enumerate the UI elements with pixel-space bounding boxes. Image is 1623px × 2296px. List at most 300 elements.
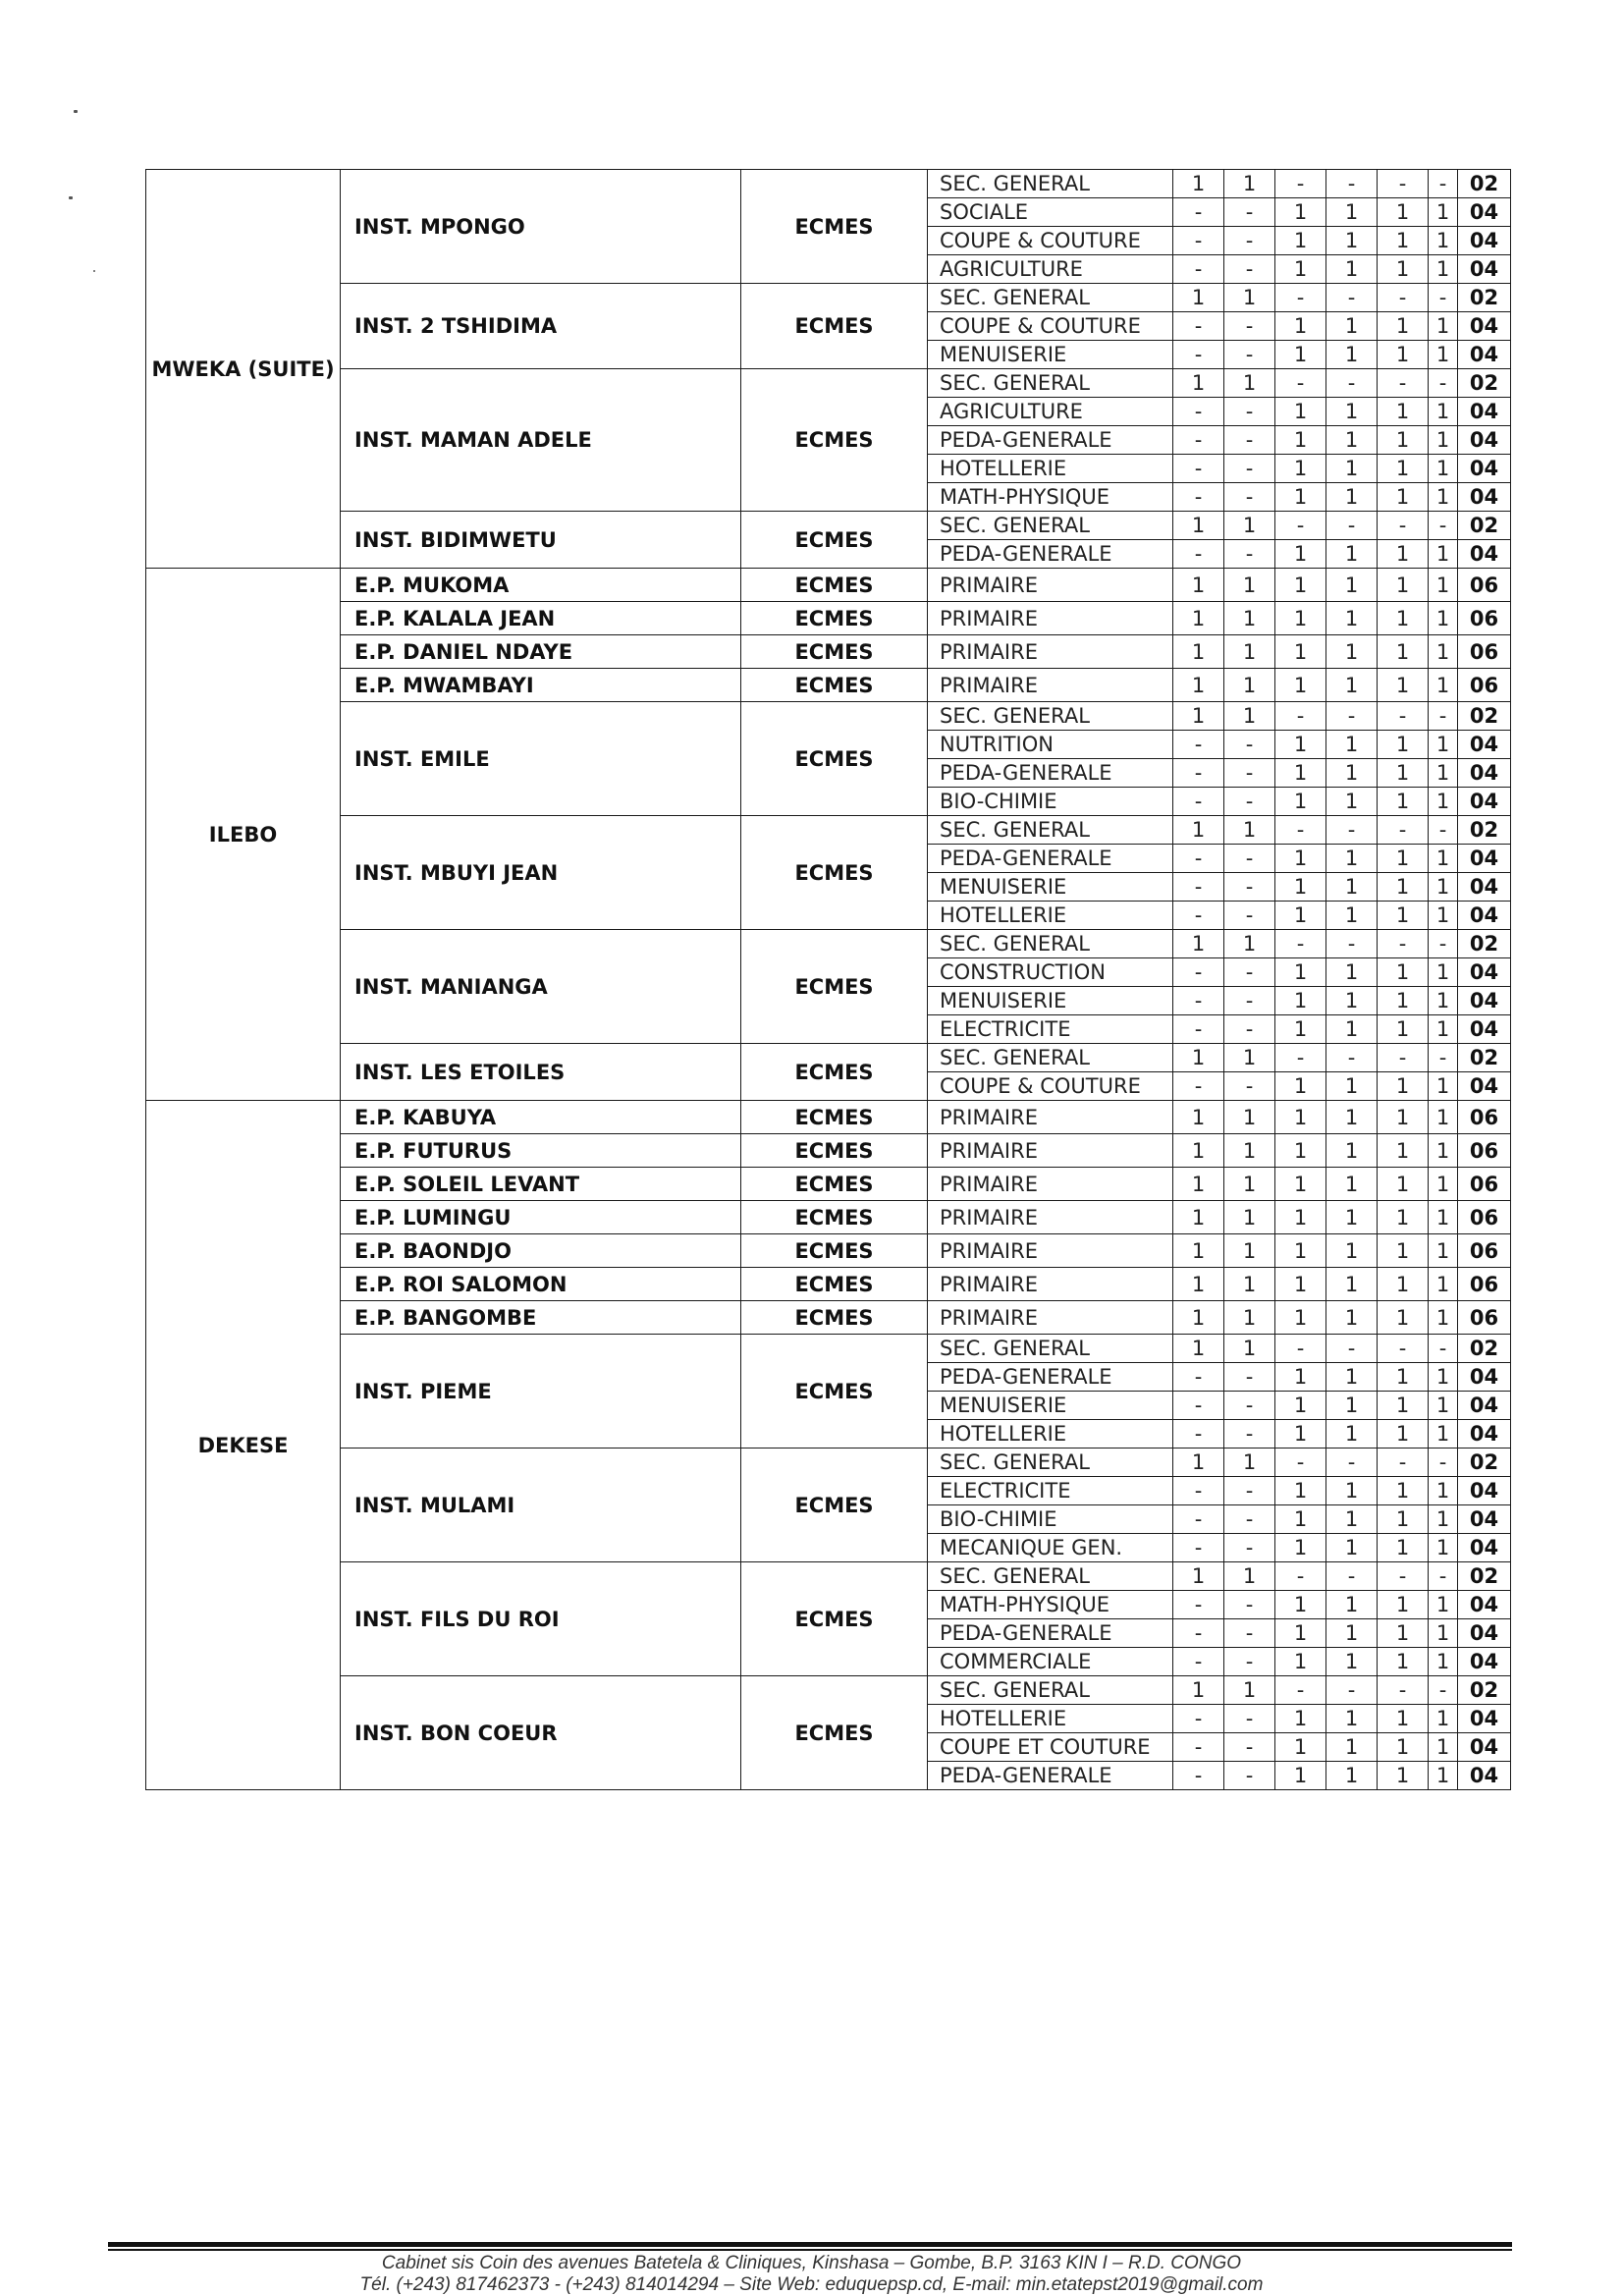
class-count-cell: 1 bbox=[1275, 958, 1326, 987]
district-cell: ILEBO bbox=[146, 569, 341, 1101]
network-cell: ECMES bbox=[741, 816, 928, 930]
table-row bbox=[146, 1134, 1511, 1168]
class-count-cell: 1 bbox=[1429, 635, 1458, 669]
class-count-cell: 1 bbox=[1429, 1015, 1458, 1044]
class-count-cell: 1 bbox=[1326, 1301, 1378, 1335]
network-cell: ECMES bbox=[741, 635, 928, 669]
class-count-cell: - bbox=[1378, 702, 1429, 731]
class-count-cell: 1 bbox=[1326, 987, 1378, 1015]
option-cell: PRIMAIRE bbox=[928, 1134, 1173, 1168]
option-cell: PRIMAIRE bbox=[928, 1268, 1173, 1301]
option-cell: PRIMAIRE bbox=[928, 1301, 1173, 1335]
class-count-cell: 1 bbox=[1429, 1268, 1458, 1301]
class-count-cell: 1 bbox=[1378, 483, 1429, 512]
class-count-cell: - bbox=[1173, 1648, 1224, 1676]
class-count-cell: - bbox=[1224, 788, 1275, 816]
class-count-cell: - bbox=[1378, 369, 1429, 398]
class-count-cell: 1 bbox=[1326, 873, 1378, 902]
class-count-cell: 1 bbox=[1429, 987, 1458, 1015]
total-cell: 04 bbox=[1458, 1534, 1511, 1562]
class-count-cell: 1 bbox=[1429, 1648, 1458, 1676]
total-cell: 04 bbox=[1458, 1505, 1511, 1534]
network-cell: ECMES bbox=[741, 602, 928, 635]
total-cell: 02 bbox=[1458, 284, 1511, 312]
class-count-cell: 1 bbox=[1275, 483, 1326, 512]
class-count-cell: - bbox=[1173, 255, 1224, 284]
class-count-cell: 1 bbox=[1326, 483, 1378, 512]
class-count-cell: 1 bbox=[1224, 635, 1275, 669]
class-count-cell: - bbox=[1173, 845, 1224, 873]
option-cell: SOCIALE bbox=[928, 198, 1173, 227]
class-count-cell: 1 bbox=[1429, 1591, 1458, 1619]
class-count-cell: 1 bbox=[1224, 284, 1275, 312]
class-count-cell: - bbox=[1224, 759, 1275, 788]
class-count-cell: 1 bbox=[1429, 1420, 1458, 1449]
total-cell: 04 bbox=[1458, 1733, 1511, 1762]
class-count-cell: 1 bbox=[1173, 1234, 1224, 1268]
option-cell: SEC. GENERAL bbox=[928, 512, 1173, 540]
total-cell: 04 bbox=[1458, 255, 1511, 284]
class-count-cell: 1 bbox=[1173, 635, 1224, 669]
class-count-cell: 1 bbox=[1429, 1134, 1458, 1168]
school-name-cell: INST. BIDIMWETU bbox=[341, 512, 741, 569]
option-cell: AGRICULTURE bbox=[928, 255, 1173, 284]
table-row bbox=[146, 635, 1511, 669]
class-count-cell: 1 bbox=[1275, 1301, 1326, 1335]
class-count-cell: - bbox=[1378, 1676, 1429, 1705]
total-cell: 04 bbox=[1458, 731, 1511, 759]
option-cell: PEDA-GENERALE bbox=[928, 1619, 1173, 1648]
school-name-cell: INST. BON COEUR bbox=[341, 1676, 741, 1790]
class-count-cell: 1 bbox=[1429, 1168, 1458, 1201]
class-count-cell: 1 bbox=[1275, 669, 1326, 702]
class-count-cell: 1 bbox=[1275, 312, 1326, 341]
class-count-cell: 1 bbox=[1326, 1392, 1378, 1420]
total-cell: 04 bbox=[1458, 1420, 1511, 1449]
class-count-cell: 1 bbox=[1275, 255, 1326, 284]
class-count-cell: - bbox=[1224, 873, 1275, 902]
total-cell: 04 bbox=[1458, 426, 1511, 455]
class-count-cell: 1 bbox=[1378, 669, 1429, 702]
total-cell: 06 bbox=[1458, 1301, 1511, 1335]
class-count-cell: - bbox=[1378, 1562, 1429, 1591]
footer-rule-thick bbox=[108, 2242, 1512, 2247]
total-cell: 06 bbox=[1458, 1168, 1511, 1201]
option-cell: HOTELLERIE bbox=[928, 1420, 1173, 1449]
class-count-cell: - bbox=[1173, 1392, 1224, 1420]
class-count-cell: 1 bbox=[1173, 284, 1224, 312]
option-cell: CONSTRUCTION bbox=[928, 958, 1173, 987]
class-count-cell: 1 bbox=[1275, 540, 1326, 569]
class-count-cell: - bbox=[1378, 930, 1429, 958]
footer-rule-thin bbox=[108, 2249, 1512, 2251]
class-count-cell: - bbox=[1173, 227, 1224, 255]
class-count-cell: - bbox=[1224, 255, 1275, 284]
class-count-cell: - bbox=[1173, 1420, 1224, 1449]
class-count-cell: - bbox=[1224, 987, 1275, 1015]
class-count-cell: 1 bbox=[1326, 1619, 1378, 1648]
class-count-cell: - bbox=[1275, 170, 1326, 198]
class-count-cell: 1 bbox=[1429, 1101, 1458, 1134]
class-count-cell: 1 bbox=[1224, 702, 1275, 731]
total-cell: 04 bbox=[1458, 788, 1511, 816]
network-cell: ECMES bbox=[741, 1268, 928, 1301]
class-count-cell: - bbox=[1173, 398, 1224, 426]
class-count-cell: 1 bbox=[1429, 1301, 1458, 1335]
total-cell: 04 bbox=[1458, 759, 1511, 788]
table-row bbox=[146, 1234, 1511, 1268]
class-count-cell: 1 bbox=[1429, 1762, 1458, 1790]
class-count-cell: - bbox=[1173, 759, 1224, 788]
network-cell: ECMES bbox=[741, 1449, 928, 1562]
class-count-cell: 1 bbox=[1275, 902, 1326, 930]
class-count-cell: 1 bbox=[1224, 1676, 1275, 1705]
option-cell: MATH-PHYSIQUE bbox=[928, 483, 1173, 512]
class-count-cell: 1 bbox=[1429, 227, 1458, 255]
total-cell: 04 bbox=[1458, 455, 1511, 483]
class-count-cell: - bbox=[1378, 816, 1429, 845]
class-count-cell: - bbox=[1224, 1591, 1275, 1619]
class-count-cell: 1 bbox=[1378, 227, 1429, 255]
school-name-cell: INST. EMILE bbox=[341, 702, 741, 816]
option-cell: PRIMAIRE bbox=[928, 1168, 1173, 1201]
class-count-cell: 1 bbox=[1275, 1392, 1326, 1420]
network-cell: ECMES bbox=[741, 669, 928, 702]
table-row bbox=[146, 602, 1511, 635]
total-cell: 06 bbox=[1458, 602, 1511, 635]
class-count-cell: 1 bbox=[1224, 1201, 1275, 1234]
class-count-cell: 1 bbox=[1378, 1591, 1429, 1619]
class-count-cell: 1 bbox=[1378, 1301, 1429, 1335]
table-row bbox=[146, 170, 1511, 198]
option-cell: ELECTRICITE bbox=[928, 1015, 1173, 1044]
class-count-cell: 1 bbox=[1173, 930, 1224, 958]
class-count-cell: 1 bbox=[1275, 845, 1326, 873]
class-count-cell: 1 bbox=[1326, 1134, 1378, 1168]
option-cell: PEDA-GENERALE bbox=[928, 1762, 1173, 1790]
class-count-cell: - bbox=[1173, 1072, 1224, 1101]
class-count-cell: - bbox=[1173, 540, 1224, 569]
class-count-cell: - bbox=[1224, 1072, 1275, 1101]
class-count-cell: 1 bbox=[1429, 669, 1458, 702]
class-count-cell: 1 bbox=[1275, 1420, 1326, 1449]
school-name-cell: INST. FILS DU ROI bbox=[341, 1562, 741, 1676]
class-count-cell: 1 bbox=[1173, 669, 1224, 702]
option-cell: PEDA-GENERALE bbox=[928, 1363, 1173, 1392]
class-count-cell: 1 bbox=[1326, 1505, 1378, 1534]
option-cell: COUPE & COUTURE bbox=[928, 1072, 1173, 1101]
class-count-cell: 1 bbox=[1326, 1101, 1378, 1134]
network-cell: ECMES bbox=[741, 284, 928, 369]
total-cell: 04 bbox=[1458, 341, 1511, 369]
class-count-cell: 1 bbox=[1173, 1301, 1224, 1335]
class-count-cell: - bbox=[1326, 816, 1378, 845]
option-cell: PEDA-GENERALE bbox=[928, 540, 1173, 569]
class-count-cell: 1 bbox=[1275, 1648, 1326, 1676]
option-cell: SEC. GENERAL bbox=[928, 1335, 1173, 1363]
class-count-cell: - bbox=[1224, 426, 1275, 455]
option-cell: COUPE & COUTURE bbox=[928, 227, 1173, 255]
schools-table-body bbox=[146, 170, 1511, 1790]
class-count-cell: - bbox=[1326, 1562, 1378, 1591]
class-count-cell: - bbox=[1224, 1705, 1275, 1733]
class-count-cell: - bbox=[1378, 1335, 1429, 1363]
class-count-cell: 1 bbox=[1378, 312, 1429, 341]
table-row bbox=[146, 1101, 1511, 1134]
total-cell: 02 bbox=[1458, 702, 1511, 731]
total-cell: 04 bbox=[1458, 902, 1511, 930]
class-count-cell: 1 bbox=[1326, 1420, 1378, 1449]
network-cell: ECMES bbox=[741, 512, 928, 569]
total-cell: 02 bbox=[1458, 369, 1511, 398]
option-cell: AGRICULTURE bbox=[928, 398, 1173, 426]
class-count-cell: 1 bbox=[1173, 1449, 1224, 1477]
class-count-cell: 1 bbox=[1378, 1101, 1429, 1134]
class-count-cell: - bbox=[1224, 902, 1275, 930]
network-cell: ECMES bbox=[741, 1201, 928, 1234]
class-count-cell: 1 bbox=[1173, 1201, 1224, 1234]
network-cell: ECMES bbox=[741, 1101, 928, 1134]
class-count-cell: 1 bbox=[1275, 1705, 1326, 1733]
total-cell: 02 bbox=[1458, 170, 1511, 198]
option-cell: HOTELLERIE bbox=[928, 902, 1173, 930]
school-name-cell: INST. MULAMI bbox=[341, 1449, 741, 1562]
class-count-cell: - bbox=[1224, 312, 1275, 341]
class-count-cell: 1 bbox=[1378, 540, 1429, 569]
class-count-cell: 1 bbox=[1275, 227, 1326, 255]
class-count-cell: 1 bbox=[1224, 1044, 1275, 1072]
class-count-cell: 1 bbox=[1378, 1201, 1429, 1234]
class-count-cell: - bbox=[1275, 816, 1326, 845]
class-count-cell: 1 bbox=[1429, 1363, 1458, 1392]
class-count-cell: - bbox=[1173, 1505, 1224, 1534]
class-count-cell: - bbox=[1275, 930, 1326, 958]
class-count-cell: 1 bbox=[1378, 635, 1429, 669]
class-count-cell: - bbox=[1173, 455, 1224, 483]
class-count-cell: - bbox=[1224, 455, 1275, 483]
total-cell: 04 bbox=[1458, 312, 1511, 341]
class-count-cell: - bbox=[1173, 1534, 1224, 1562]
class-count-cell: - bbox=[1224, 1505, 1275, 1534]
class-count-cell: 1 bbox=[1326, 1268, 1378, 1301]
school-name-cell: E.P. SOLEIL LEVANT bbox=[341, 1168, 741, 1201]
school-name-cell: E.P. DANIEL NDAYE bbox=[341, 635, 741, 669]
class-count-cell: 1 bbox=[1378, 1733, 1429, 1762]
class-count-cell: 1 bbox=[1326, 455, 1378, 483]
class-count-cell: 1 bbox=[1429, 426, 1458, 455]
class-count-cell: 1 bbox=[1173, 170, 1224, 198]
class-count-cell: 1 bbox=[1275, 987, 1326, 1015]
footer-address: Cabinet sis Coin des avenues Batetela & Cliniques, Kinshasa – Gombe, B.P. 3163 KIN I – R.D. CONGO bbox=[381, 2253, 1242, 2273]
class-count-cell: 1 bbox=[1275, 1234, 1326, 1268]
class-count-cell: - bbox=[1275, 512, 1326, 540]
class-count-cell: 1 bbox=[1224, 602, 1275, 635]
class-count-cell: 1 bbox=[1378, 1619, 1429, 1648]
class-count-cell: 1 bbox=[1275, 731, 1326, 759]
option-cell: PRIMAIRE bbox=[928, 569, 1173, 602]
class-count-cell: 1 bbox=[1173, 369, 1224, 398]
network-cell: ECMES bbox=[741, 1134, 928, 1168]
class-count-cell: 1 bbox=[1173, 1044, 1224, 1072]
table-row bbox=[146, 1268, 1511, 1301]
class-count-cell: - bbox=[1224, 1648, 1275, 1676]
total-cell: 02 bbox=[1458, 1676, 1511, 1705]
total-cell: 04 bbox=[1458, 483, 1511, 512]
option-cell: SEC. GENERAL bbox=[928, 1676, 1173, 1705]
class-count-cell: 1 bbox=[1429, 1534, 1458, 1562]
table-row bbox=[146, 669, 1511, 702]
option-cell: MATH-PHYSIQUE bbox=[928, 1591, 1173, 1619]
class-count-cell: 1 bbox=[1173, 602, 1224, 635]
class-count-cell: 1 bbox=[1378, 255, 1429, 284]
school-name-cell: INST. MAMAN ADELE bbox=[341, 369, 741, 512]
class-count-cell: 1 bbox=[1275, 1363, 1326, 1392]
class-count-cell: 1 bbox=[1224, 1168, 1275, 1201]
network-cell: ECMES bbox=[741, 702, 928, 816]
class-count-cell: - bbox=[1173, 788, 1224, 816]
class-count-cell: 1 bbox=[1378, 1015, 1429, 1044]
table-row bbox=[146, 1335, 1511, 1363]
class-count-cell: - bbox=[1378, 1449, 1429, 1477]
option-cell: BIO-CHIMIE bbox=[928, 788, 1173, 816]
class-count-cell: 1 bbox=[1173, 512, 1224, 540]
class-count-cell: 1 bbox=[1429, 1733, 1458, 1762]
total-cell: 06 bbox=[1458, 635, 1511, 669]
school-name-cell: INST. 2 TSHIDIMA bbox=[341, 284, 741, 369]
total-cell: 04 bbox=[1458, 1072, 1511, 1101]
class-count-cell: 1 bbox=[1378, 198, 1429, 227]
class-count-cell: 1 bbox=[1429, 1392, 1458, 1420]
class-count-cell: - bbox=[1173, 731, 1224, 759]
class-count-cell: - bbox=[1173, 873, 1224, 902]
class-count-cell: 1 bbox=[1378, 1363, 1429, 1392]
total-cell: 04 bbox=[1458, 1762, 1511, 1790]
class-count-cell: 1 bbox=[1429, 845, 1458, 873]
total-cell: 02 bbox=[1458, 1044, 1511, 1072]
total-cell: 02 bbox=[1458, 816, 1511, 845]
total-cell: 06 bbox=[1458, 1234, 1511, 1268]
class-count-cell: 1 bbox=[1429, 569, 1458, 602]
total-cell: 02 bbox=[1458, 930, 1511, 958]
table-row bbox=[146, 816, 1511, 845]
class-count-cell: - bbox=[1173, 1477, 1224, 1505]
class-count-cell: 1 bbox=[1429, 958, 1458, 987]
option-cell: PRIMAIRE bbox=[928, 669, 1173, 702]
class-count-cell: 1 bbox=[1429, 788, 1458, 816]
class-count-cell: 1 bbox=[1378, 1420, 1429, 1449]
class-count-cell: 1 bbox=[1429, 1072, 1458, 1101]
class-count-cell: 1 bbox=[1326, 1363, 1378, 1392]
margin-mark bbox=[74, 110, 78, 113]
class-count-cell: 1 bbox=[1224, 1449, 1275, 1477]
class-count-cell: 1 bbox=[1429, 759, 1458, 788]
class-count-cell: 1 bbox=[1275, 1101, 1326, 1134]
table-row bbox=[146, 1201, 1511, 1234]
class-count-cell: - bbox=[1224, 1477, 1275, 1505]
class-count-cell: - bbox=[1173, 958, 1224, 987]
table-row bbox=[146, 1449, 1511, 1477]
total-cell: 04 bbox=[1458, 1363, 1511, 1392]
class-count-cell: - bbox=[1173, 1762, 1224, 1790]
class-count-cell: - bbox=[1378, 170, 1429, 198]
class-count-cell: 1 bbox=[1275, 1619, 1326, 1648]
total-cell: 04 bbox=[1458, 958, 1511, 987]
class-count-cell: 1 bbox=[1378, 873, 1429, 902]
network-cell: ECMES bbox=[741, 1234, 928, 1268]
class-count-cell: 1 bbox=[1378, 1477, 1429, 1505]
class-count-cell: 1 bbox=[1378, 845, 1429, 873]
class-count-cell: - bbox=[1275, 284, 1326, 312]
class-count-cell: 1 bbox=[1326, 1072, 1378, 1101]
option-cell: MENUISERIE bbox=[928, 873, 1173, 902]
school-name-cell: E.P. KALALA JEAN bbox=[341, 602, 741, 635]
class-count-cell: 1 bbox=[1326, 540, 1378, 569]
class-count-cell: - bbox=[1224, 1619, 1275, 1648]
class-count-cell: 1 bbox=[1275, 1762, 1326, 1790]
class-count-cell: 1 bbox=[1326, 1762, 1378, 1790]
class-count-cell: 1 bbox=[1326, 1477, 1378, 1505]
class-count-cell: 1 bbox=[1275, 1534, 1326, 1562]
total-cell: 04 bbox=[1458, 540, 1511, 569]
district-cell: DEKESE bbox=[146, 1101, 341, 1790]
total-cell: 04 bbox=[1458, 1591, 1511, 1619]
table-row bbox=[146, 569, 1511, 602]
network-cell: ECMES bbox=[741, 1301, 928, 1335]
class-count-cell: 1 bbox=[1224, 512, 1275, 540]
class-count-cell: 1 bbox=[1378, 1134, 1429, 1168]
class-count-cell: - bbox=[1224, 198, 1275, 227]
class-count-cell: - bbox=[1173, 902, 1224, 930]
class-count-cell: - bbox=[1224, 731, 1275, 759]
schools-table bbox=[145, 169, 1511, 1790]
option-cell: SEC. GENERAL bbox=[928, 702, 1173, 731]
class-count-cell: 1 bbox=[1378, 788, 1429, 816]
class-count-cell: 1 bbox=[1173, 1676, 1224, 1705]
footer-contact: Tél. (+243) 817462373 - (+243) 814014294 – Site Web: eduquepsp.cd, E-mail: min.etatepst2019@gmail.com bbox=[359, 2274, 1264, 2295]
class-count-cell: - bbox=[1224, 1420, 1275, 1449]
class-count-cell: 1 bbox=[1378, 1168, 1429, 1201]
total-cell: 04 bbox=[1458, 1705, 1511, 1733]
network-cell: ECMES bbox=[741, 1335, 928, 1449]
school-name-cell: E.P. MUKOMA bbox=[341, 569, 741, 602]
class-count-cell: 1 bbox=[1378, 455, 1429, 483]
class-count-cell: 1 bbox=[1326, 958, 1378, 987]
network-cell: ECMES bbox=[741, 1676, 928, 1790]
class-count-cell: 1 bbox=[1326, 845, 1378, 873]
class-count-cell: - bbox=[1173, 1591, 1224, 1619]
class-count-cell: - bbox=[1173, 198, 1224, 227]
option-cell: SEC. GENERAL bbox=[928, 930, 1173, 958]
class-count-cell: 1 bbox=[1429, 1477, 1458, 1505]
class-count-cell: 1 bbox=[1326, 1648, 1378, 1676]
class-count-cell: 1 bbox=[1275, 1201, 1326, 1234]
option-cell: PEDA-GENERALE bbox=[928, 845, 1173, 873]
class-count-cell: 1 bbox=[1275, 1134, 1326, 1168]
margin-mark bbox=[69, 196, 73, 199]
network-cell: ECMES bbox=[741, 369, 928, 512]
option-cell: ELECTRICITE bbox=[928, 1477, 1173, 1505]
class-count-cell: 1 bbox=[1429, 1201, 1458, 1234]
class-count-cell: 1 bbox=[1429, 902, 1458, 930]
table-row bbox=[146, 1676, 1511, 1705]
class-count-cell: - bbox=[1173, 312, 1224, 341]
option-cell: HOTELLERIE bbox=[928, 455, 1173, 483]
school-name-cell: E.P. BANGOMBE bbox=[341, 1301, 741, 1335]
class-count-cell: 1 bbox=[1326, 635, 1378, 669]
total-cell: 04 bbox=[1458, 398, 1511, 426]
class-count-cell: - bbox=[1224, 958, 1275, 987]
class-count-cell: 1 bbox=[1326, 602, 1378, 635]
